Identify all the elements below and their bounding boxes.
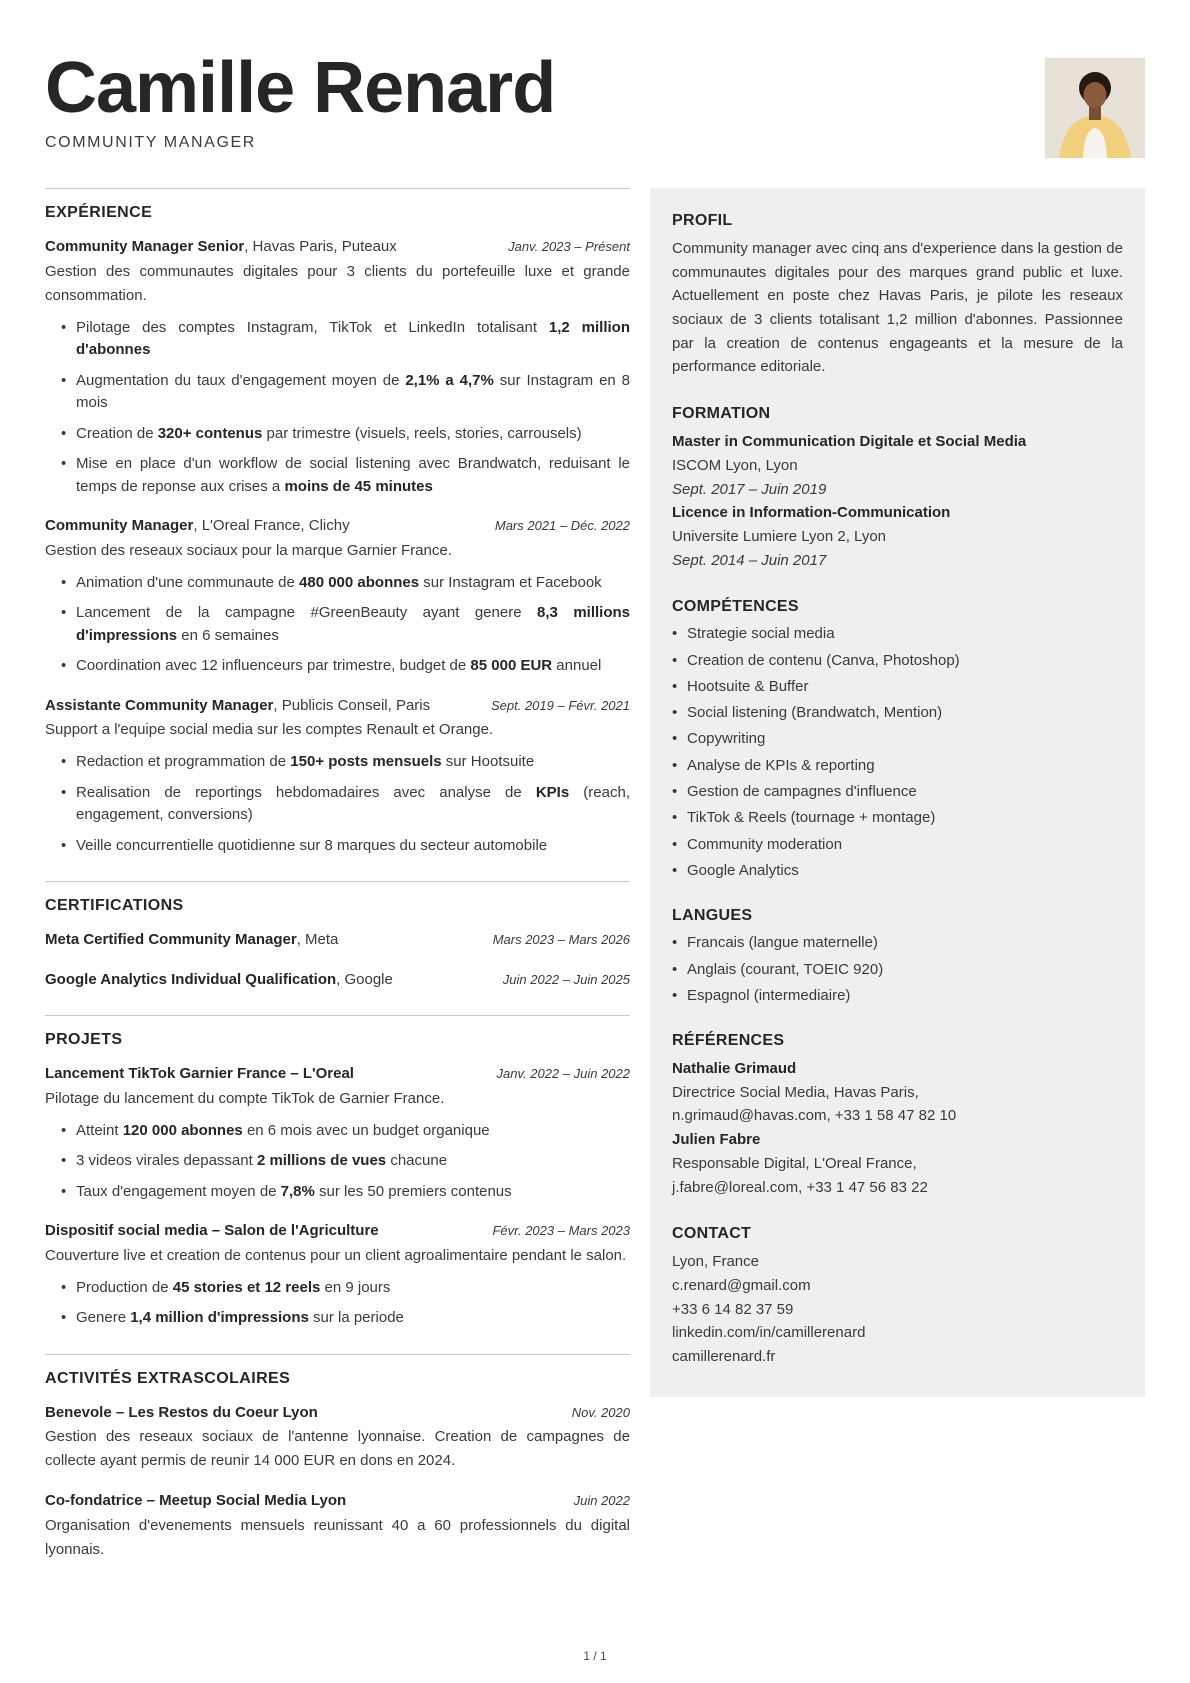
activity-dates: Nov. 2020 xyxy=(571,1404,630,1420)
certification-dates: Juin 2022 – Juin 2025 xyxy=(502,971,630,987)
bullet-item: • Mise en place d'un workflow de social listening avec Brandwatch, reduisant le temps de reponse aux crises a moins de 45 minutes xyxy=(61,453,630,498)
job-dates: Sept. 2019 – Févr. 2021 xyxy=(490,697,630,713)
section-heading-certifications: CERTIFICATIONS xyxy=(45,897,184,914)
degree-school: ISCOM Lyon, Lyon xyxy=(672,456,798,474)
langue-item: • Francais (langue maternelle) xyxy=(672,932,1123,953)
section-heading-activities: ACTIVITÉS EXTRASCOLAIRES xyxy=(45,1369,291,1387)
bullet-item: • Creation de 320+ contenus par trimestre (visuels, reels, stories, carrousels) xyxy=(61,423,630,446)
project-dates: Janv. 2022 – Juin 2022 xyxy=(496,1066,630,1081)
degree-entry xyxy=(672,430,1123,501)
competence-item: • TikTok & Reels (tournage + montage) xyxy=(672,807,1123,828)
job-org: , Publicis Conseil, Paris xyxy=(273,696,431,714)
project-entry xyxy=(45,1063,630,1203)
sidebar-section-contact xyxy=(672,1225,1123,1368)
competence-item: • Gestion de campagnes d'influence xyxy=(672,781,1123,802)
competence-item: • Social listening (Brandwatch, Mention) xyxy=(672,702,1123,723)
entry-head xyxy=(45,1063,630,1086)
sidebar-section-formation xyxy=(672,405,1123,572)
job-title: Community Manager xyxy=(45,517,194,534)
bullet-item: • Coordination avec 12 influenceurs par trimestre, budget de 85 000 EUR annuel xyxy=(61,655,630,678)
competence-item: • Analyse de KPIs & reporting xyxy=(672,755,1123,776)
competence-item: • Community moderation xyxy=(672,834,1123,855)
profile-photo xyxy=(1045,58,1145,158)
activity-entry xyxy=(45,1490,630,1562)
main-column xyxy=(45,188,630,1566)
activity-title: Benevole – Les Restos du Coeur Lyon xyxy=(45,1403,318,1421)
entry-title xyxy=(45,695,430,718)
sidebar-heading-references: RÉFÉRENCES xyxy=(672,1032,785,1050)
sidebar-heading-formation: FORMATION xyxy=(672,405,771,423)
bullet-item: • 3 videos virales depassant 2 millions de vues chacune xyxy=(61,1150,630,1173)
entry-title xyxy=(45,1490,346,1513)
certification-title: Meta Certified Community Manager xyxy=(45,931,297,948)
reference-contact: n.grimaud@havas.com, +33 1 58 47 82 10 xyxy=(672,1107,957,1125)
project-dates: Févr. 2023 – Mars 2023 xyxy=(492,1223,630,1238)
activity-description: Gestion des reseaux sociaux de l'antenne lyonnaise. Creation de campagnes de collecte ayant permis de reunir 14 000 EUR en dons en 2024. xyxy=(45,1428,630,1469)
job-org: , L'Oreal France, Clichy xyxy=(193,517,350,534)
reference-entry xyxy=(672,1128,1123,1199)
certification-dates: Mars 2023 – Mars 2026 xyxy=(492,932,630,947)
page-number: 1 / 1 xyxy=(583,1649,607,1663)
entry-title xyxy=(45,236,397,259)
bullet-item: • Genere 1,4 million d'impressions sur la periode xyxy=(61,1307,630,1330)
entry-title xyxy=(45,1402,318,1425)
sidebar-heading-contact: CONTACT xyxy=(672,1225,752,1243)
bullet-item: • Atteint 120 000 abonnes en 6 mois avec un budget organique xyxy=(61,1120,630,1143)
job-description: Gestion des reseaux sociaux pour la marque Garnier France. xyxy=(45,541,452,559)
reference-role: Responsable Digital, L'Oreal France, xyxy=(672,1154,917,1172)
sidebar-section-references xyxy=(672,1032,1123,1199)
job-bullets xyxy=(61,572,630,678)
competences-list xyxy=(672,623,1123,881)
section-certifications xyxy=(45,881,630,991)
sidebar-section-competences xyxy=(672,598,1123,881)
entry-head xyxy=(45,695,630,718)
job-description: Support a l'equipe social media sur les comptes Renault et Orange. xyxy=(45,721,494,738)
competence-item: • Google Analytics xyxy=(672,860,1123,881)
project-bullets xyxy=(61,1277,630,1330)
contact-website: camillerenard.fr xyxy=(672,1347,776,1365)
certification-org: , Meta xyxy=(296,931,339,948)
project-entry xyxy=(45,1220,630,1330)
section-activities xyxy=(45,1354,630,1562)
job-dates: Janv. 2023 – Présent xyxy=(508,239,630,254)
certification-entry xyxy=(45,929,630,952)
header-identity xyxy=(45,48,556,152)
person-name: Camille Renard xyxy=(45,48,556,128)
activity-description: Organisation d'evenements mensuels reunissant 40 a 60 professionnels du digital lyonnais. xyxy=(45,1516,630,1558)
project-description: Couverture live et creation de contenus pour un client agroalimentaire pendant le salon. xyxy=(45,1246,627,1264)
bullet-item: • Augmentation du taux d'engagement moyen de 2,1% a 4,7% sur Instagram en 8 mois xyxy=(61,370,630,415)
activity-title: Co-fondatrice – Meetup Social Media Lyon xyxy=(45,1492,347,1509)
experience-entry xyxy=(45,515,630,678)
competence-item: • Creation de contenu (Canva, Photoshop) xyxy=(672,650,1123,671)
entry-head xyxy=(45,515,630,538)
experience-entry xyxy=(45,236,630,498)
profile-photo-illustration xyxy=(1045,58,1145,158)
reference-name: Nathalie Grimaud xyxy=(672,1060,797,1078)
degree-school: Universite Lumiere Lyon 2, Lyon xyxy=(672,527,886,545)
sidebar-heading-langues: LANGUES xyxy=(672,907,753,925)
bullet-item: • Animation d'une communaute de 480 000 abonnes sur Instagram et Facebook xyxy=(61,572,630,595)
contact-email: c.renard@gmail.com xyxy=(672,1276,811,1294)
reference-entry xyxy=(672,1057,1123,1128)
project-bullets xyxy=(61,1120,630,1204)
bullet-item: • Veille concurrentielle quotidienne sur 8 marques du secteur automobile xyxy=(61,835,630,858)
entry-head xyxy=(45,1490,630,1513)
entry-head xyxy=(45,969,630,992)
degree-title: Master in Communication Digitale et Social Media xyxy=(672,433,1027,451)
experience-entry xyxy=(45,695,630,858)
activity-dates: Juin 2022 xyxy=(573,1493,630,1508)
sidebar xyxy=(650,188,1145,1397)
entry-title xyxy=(45,969,393,992)
contact-linkedin: linkedin.com/in/camillerenard xyxy=(672,1324,866,1342)
entry-title xyxy=(45,1220,379,1243)
job-title: Assistante Community Manager xyxy=(45,696,274,714)
job-dates: Mars 2021 – Déc. 2022 xyxy=(494,518,630,533)
project-title: Dispositif social media – Salon de l'Agriculture xyxy=(45,1222,379,1239)
entry-head xyxy=(45,1220,630,1243)
bullet-item: • Realisation de reportings hebdomadaires avec analyse de KPIs (reach, engagement, conversions) xyxy=(61,782,630,827)
entry-title xyxy=(45,1063,354,1086)
bullet-item: • Pilotage des comptes Instagram, TikTok et LinkedIn totalisant 1,2 million d'abonnes xyxy=(61,317,630,362)
project-title: Lancement TikTok Garnier France – L'Oreal xyxy=(45,1065,354,1082)
project-description: Pilotage du lancement du compte TikTok de Garnier France. xyxy=(45,1089,445,1107)
bullet-item: • Redaction et programmation de 150+ posts mensuels sur Hootsuite xyxy=(61,751,630,774)
activity-entry xyxy=(45,1402,630,1474)
bullet-item: • Lancement de la campagne #GreenBeauty ayant genere 8,3 millions d'impressions en 6 semaines xyxy=(61,602,630,647)
job-org: , Havas Paris, Puteaux xyxy=(244,238,397,255)
reference-name: Julien Fabre xyxy=(672,1131,761,1149)
certification-org: , Google xyxy=(336,970,393,988)
entry-title xyxy=(45,929,338,952)
certification-entry xyxy=(45,969,630,992)
header xyxy=(45,48,1145,158)
job-description: Gestion des communautes digitales pour 3 clients du portefeuille luxe et grande consommation. xyxy=(45,262,630,304)
entry-head xyxy=(45,236,630,259)
bullet-item: • Taux d'engagement moyen de 7,8% sur les 50 premiers contenus xyxy=(61,1181,630,1204)
degree-entry xyxy=(672,501,1123,572)
job-bullets xyxy=(61,751,630,857)
competence-item: • Hootsuite & Buffer xyxy=(672,676,1123,697)
reference-contact: j.fabre@loreal.com, +33 1 47 56 83 22 xyxy=(672,1178,928,1196)
sidebar-heading-profil: PROFIL xyxy=(672,212,733,229)
contact-location: Lyon, France xyxy=(672,1253,759,1271)
section-experience xyxy=(45,188,630,857)
langues-list xyxy=(672,932,1123,1006)
langue-item: • Espagnol (intermediaire) xyxy=(672,985,1123,1006)
bullet-item: • Production de 45 stories et 12 reels en 9 jours xyxy=(61,1277,630,1300)
degree-dates: Sept. 2017 – Juin 2019 xyxy=(672,480,827,498)
competence-item: • Strategie social media xyxy=(672,623,1123,644)
degree-title: Licence in Information-Communication xyxy=(672,504,951,522)
degree-dates: Sept. 2014 – Juin 2017 xyxy=(672,551,827,569)
sidebar-section-profil xyxy=(672,212,1123,379)
two-column-layout xyxy=(45,188,1145,1566)
entry-head xyxy=(45,929,630,952)
person-job-title: COMMUNITY MANAGER xyxy=(45,134,256,151)
section-projects xyxy=(45,1015,630,1330)
langue-item: • Anglais (courant, TOEIC 920) xyxy=(672,959,1123,980)
entry-title xyxy=(45,515,350,538)
entry-head xyxy=(45,1402,630,1425)
job-title: Community Manager Senior xyxy=(45,238,245,255)
sidebar-heading-competences: COMPÉTENCES xyxy=(672,598,799,616)
sidebar-section-langues xyxy=(672,907,1123,1006)
profil-text: Community manager avec cinq ans d'experience dans la gestion de communautes digitales pour des marques grand public et luxe. Actuellement en poste chez Havas Paris, je pilote les reseaux sociaux de 3 clients totalisant 1,2 million d'abonnes. Passionnee par la creation de contenus engageants et la mesure de la performance editoriale. xyxy=(672,240,1123,376)
competence-item: • Copywriting xyxy=(672,728,1123,749)
job-bullets xyxy=(61,317,630,499)
certification-title: Google Analytics Individual Qualification xyxy=(45,970,337,988)
reference-role: Directrice Social Media, Havas Paris, xyxy=(672,1083,919,1101)
section-heading-experience: EXPÉRIENCE xyxy=(45,204,153,221)
contact-phone: +33 6 14 82 37 59 xyxy=(672,1300,794,1318)
section-heading-projects: PROJETS xyxy=(45,1031,123,1048)
